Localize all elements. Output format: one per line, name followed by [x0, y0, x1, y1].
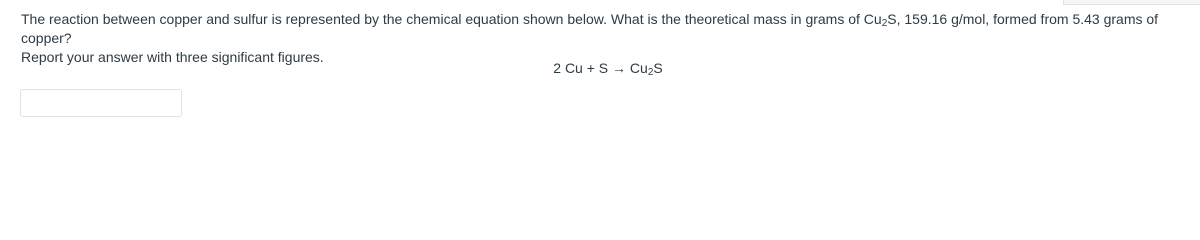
question-text-part: The reaction between copper and sulfur is represented by the chemical equation shown below. What is the theoretical mass in grams of Cu — [21, 11, 882, 27]
subscript: 2 — [881, 18, 888, 29]
question-line-2: Report your answer with three significant figures. — [21, 49, 324, 65]
equation-product — [630, 60, 663, 76]
subscript: 2 — [647, 67, 654, 78]
top-tab — [1063, 0, 1200, 5]
question-line-1 — [21, 10, 1191, 48]
chemical-equation — [0, 59, 1200, 77]
reaction-arrow: → — [612, 60, 627, 76]
equation-reactants: 2 Cu + S — [553, 60, 609, 76]
product-element: S — [653, 60, 663, 76]
question-text-part: S, 159.16 g/mol, formed from 5.43 grams of copper? — [21, 11, 1159, 46]
answer-input[interactable] — [20, 89, 182, 117]
product-element: Cu — [629, 60, 648, 76]
equation-body — [553, 59, 662, 77]
